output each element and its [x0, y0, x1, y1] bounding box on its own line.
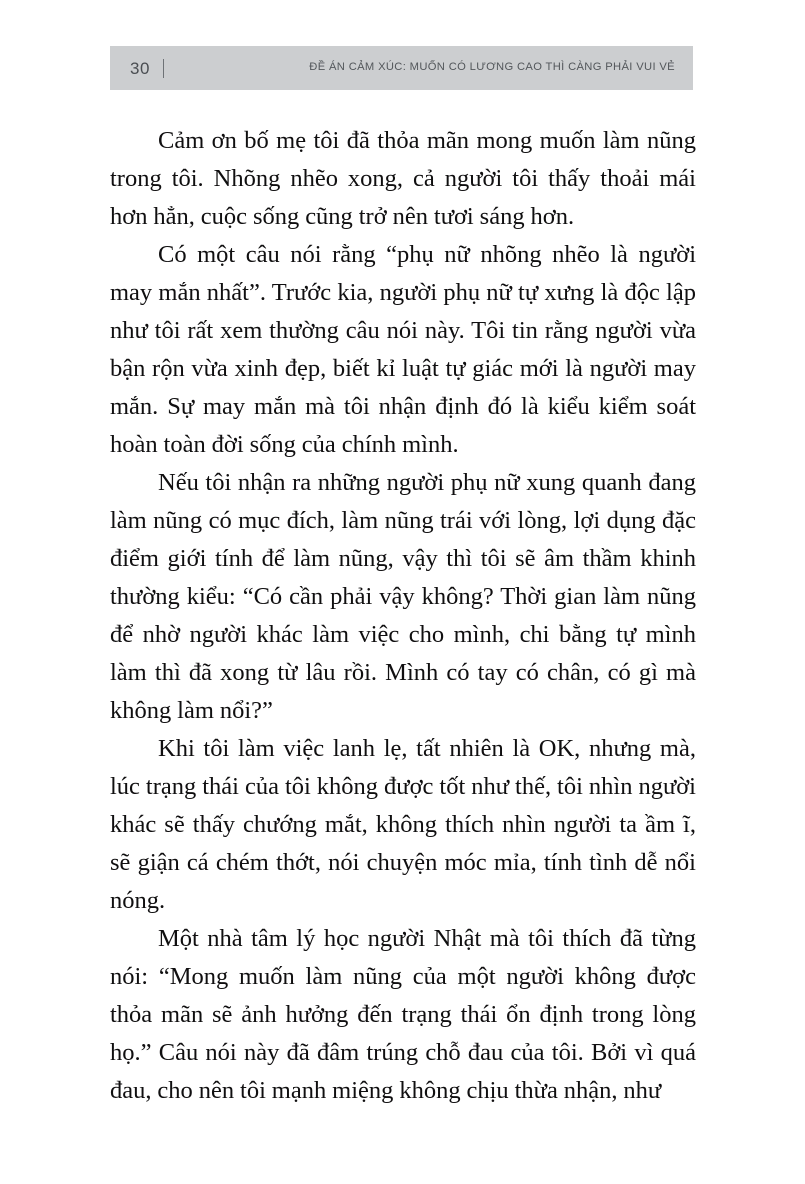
body-text — [110, 122, 696, 1110]
paragraph: Khi tôi làm việc lanh lẹ, tất nhiên là OK, nhưng mà, lúc trạng thái của tôi không được tốt như thế, tôi nhìn người khác sẽ thấy chướng mắt, không thích nhìn người ta ầm ĩ, sẽ giận cá chém thớt, nói chuyện móc mỉa, tính tình dễ nổi nóng. — [110, 735, 696, 914]
page-number: 30 — [130, 58, 150, 78]
paragraph: Có một câu nói rằng “phụ nữ nhõng nhẽo là người may mắn nhất”. Trước kia, người phụ nữ tự xưng là độc lập như tôi rất xem thường câu nói này. Tôi tin rằng người vừa bận rộn vừa xinh đẹp, biết kỉ luật tự giác mới là người may mắn. Sự may mắn mà tôi nhận định đó là kiểu kiểm soát hoàn toàn đời sống của chính mình. — [110, 241, 696, 458]
paragraph: Nếu tôi nhận ra những người phụ nữ xung quanh đang làm nũng có mục đích, làm nũng trái với lòng, lợi dụng đặc điểm giới tính để làm nũng, vậy thì tôi sẽ âm thầm khinh thường kiểu: “Có cần phải vậy không? Thời gian làm nũng để nhờ người khác làm việc cho mình, chi bằng tự mình làm thì đã xong từ lâu rồi. Mình có tay có chân, có gì mà không làm nổi?” — [110, 469, 696, 724]
folio-group — [130, 59, 164, 78]
running-header — [110, 46, 693, 90]
paragraph: Cảm ơn bố mẹ tôi đã thỏa mãn mong muốn làm nũng trong tôi. Nhõng nhẽo xong, cả người tôi thấy thoải mái hơn hẳn, cuộc sống cũng trở nên tươi sáng hơn. — [110, 127, 696, 230]
chapter-title: ĐỀ ÁN CẢM XÚC: MUỐN CÓ LƯƠNG CAO THÌ CÀNG PHẢI VUI VẺ — [309, 61, 675, 74]
paragraph: Một nhà tâm lý học người Nhật mà tôi thích đã từng nói: “Mong muốn làm nũng của một người không được thỏa mãn sẽ ảnh hưởng đến trạng thái ổn định trong lòng họ.” Câu nói này đã đâm trúng chỗ đau của tôi. Bởi vì quá đau, cho nên tôi mạnh miệng không chịu thừa nhận, như — [110, 925, 696, 1104]
